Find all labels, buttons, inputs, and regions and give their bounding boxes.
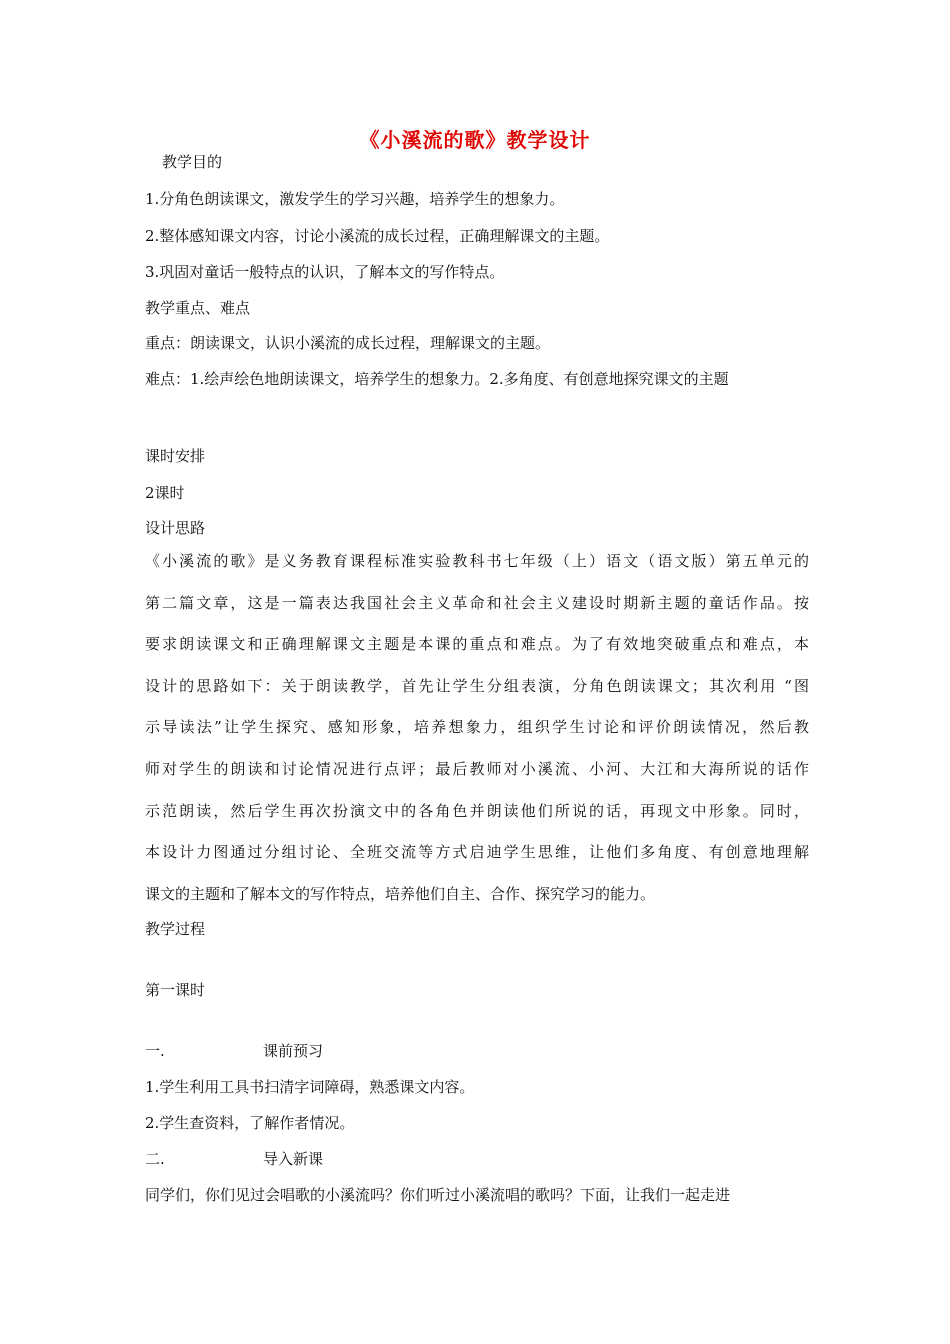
section-title: 课前预习 — [263, 1042, 324, 1060]
section-heading — [145, 1040, 323, 1061]
paragraph-line: 第二篇文章，这是一篇表达我国社会主义革命和社会主义建设时期新主题的童话作品。按 — [145, 593, 809, 612]
schedule-value: 2课时 — [145, 484, 185, 502]
objectives-heading: 教学目的 — [162, 153, 223, 171]
preview-item: 1.学生利用工具书扫清字词障碍，熟悉课文内容。 — [145, 1078, 475, 1096]
section-heading — [145, 1148, 323, 1169]
intro-line: 同学们，你们见过会唱歌的小溪流吗？你们听过小溪流唱的歌吗？下面，让我们一起走进 — [145, 1186, 731, 1204]
lesson-heading: 第一课时 — [145, 981, 206, 999]
paragraph-line: 本设计力图通过分组讨论、全班交流等方式启迪学生思维，让他们多角度、有创意地理解 — [145, 843, 809, 862]
process-heading: 教学过程 — [145, 920, 206, 938]
section-number: 一. — [145, 1042, 165, 1060]
paragraph-line: 示范朗读，然后学生再次扮演文中的各角色并朗读他们所说的话，再现文中形象。同时， — [145, 801, 809, 820]
design-heading: 设计思路 — [145, 519, 206, 537]
paragraph-line: 示导读法”让学生探究、感知形象，培养想象力，组织学生讨论和评价朗读情况，然后教 — [145, 718, 809, 737]
paragraph-line: 要求朗读课文和正确理解课文主题是本课的重点和难点。为了有效地突破重点和难点，本 — [145, 635, 809, 654]
preview-item: 2.学生查资料，了解作者情况。 — [145, 1114, 355, 1132]
objective-item: 2.整体感知课文内容，讨论小溪流的成长过程，正确理解课文的主题。 — [145, 227, 610, 245]
document-title: 《小溪流的歌》教学设计 — [359, 128, 591, 152]
design-paragraph — [145, 541, 809, 915]
paragraph-line: 师对学生的朗读和讨论情况进行点评；最后教师对小溪流、小河、大江和大海所说的话作 — [145, 759, 809, 778]
objective-item: 3.巩固对童话一般特点的认识，了解本文的写作特点。 — [145, 263, 505, 281]
key-difficult-heading: 教学重点、难点 — [145, 299, 251, 317]
schedule-heading: 课时安排 — [145, 447, 206, 465]
key-point: 重点：朗读课文，认识小溪流的成长过程，理解课文的主题。 — [145, 334, 551, 352]
section-number: 二. — [145, 1150, 165, 1168]
difficult-point: 难点：1.绘声绘色地朗读课文，培养学生的想象力。2.多角度、有创意地探究课文的主题 — [145, 370, 729, 388]
paragraph-line: 课文的主题和了解本文的写作特点，培养他们自主、合作、探究学习的能力。 — [145, 884, 656, 903]
paragraph-line: 《小溪流的歌》是义务教育课程标准实验教科书七年级（上）语文（语文版）第五单元的 — [145, 552, 809, 570]
objective-item: 1.分角色朗读课文，激发学生的学习兴趣，培养学生的想象力。 — [145, 190, 565, 208]
section-title: 导入新课 — [263, 1150, 324, 1168]
paragraph-line: 设计的思路如下：关于朗读教学，首先让学生分组表演，分角色朗读课文；其次利用 “图 — [145, 676, 809, 695]
